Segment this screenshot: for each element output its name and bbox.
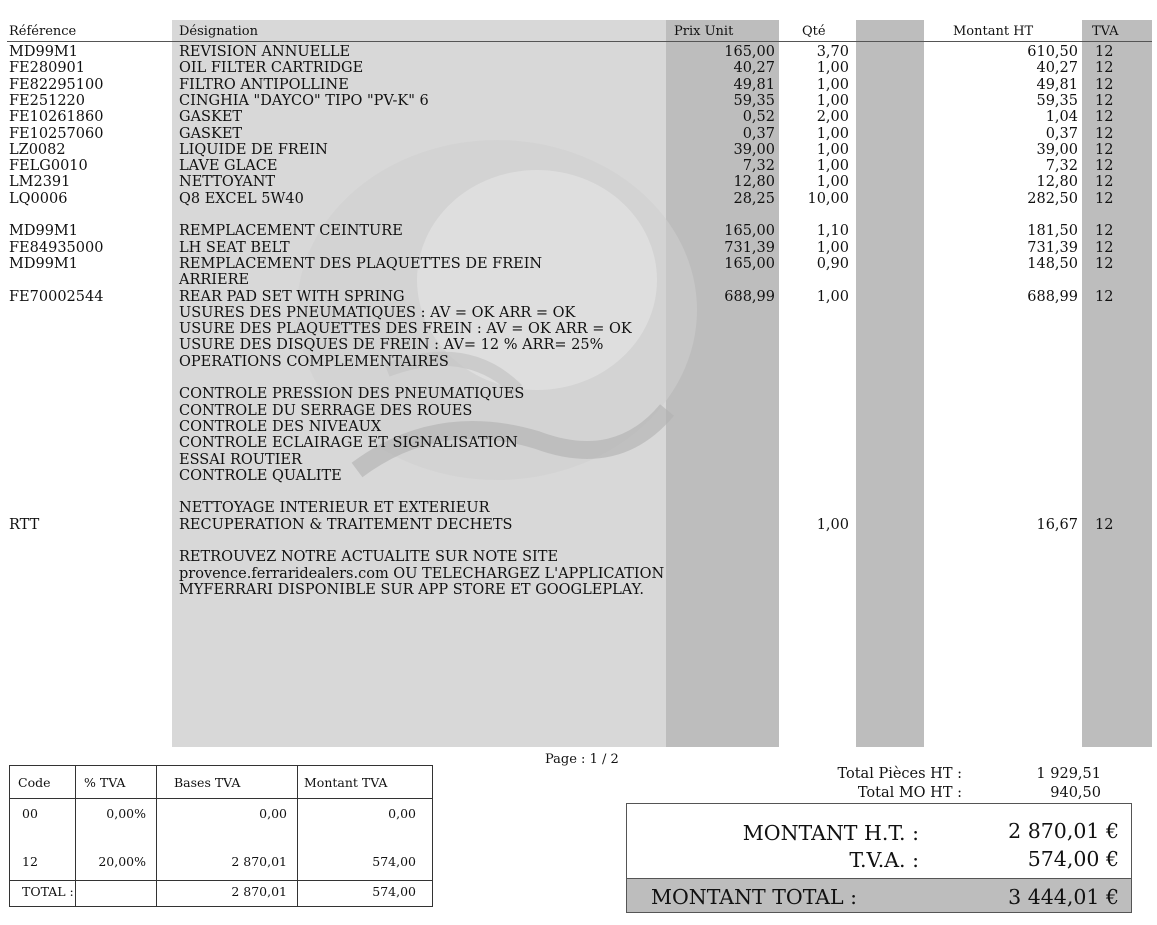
total-pieces-value: 1 929,51 [1036, 766, 1101, 782]
tva-montant: 0,00 [388, 806, 416, 821]
line-quantity: 10,00 [807, 190, 849, 207]
table-row [7, 370, 1152, 386]
table-row [7, 582, 1152, 598]
line-montant-ht: 16,67 [1036, 516, 1078, 533]
line-prix-unit: 165,00 [724, 255, 775, 272]
table-row [7, 77, 1152, 93]
line-designation: FILTRO ANTIPOLLINE [179, 76, 349, 93]
line-montant-ht: 0,37 [1045, 125, 1078, 142]
line-reference: FELG0010 [9, 158, 88, 175]
line-tva-code: 12 [1095, 174, 1114, 191]
tva-code: 12 [22, 854, 38, 869]
line-montant-ht: 1,04 [1045, 109, 1078, 126]
line-quantity: 0,90 [816, 255, 849, 272]
line-quantity: 1,00 [816, 158, 849, 175]
table-row [7, 289, 1152, 305]
line-designation: USURES DES PNEUMATIQUES : AV = OK ARR = OK [179, 304, 576, 321]
table-row [7, 240, 1152, 256]
line-montant-ht: 39,00 [1036, 141, 1078, 158]
tva-total-label: TOTAL : [22, 884, 74, 899]
line-reference: MD99M1 [9, 44, 78, 60]
line-quantity: 3,70 [816, 44, 849, 60]
tva-base: 0,00 [259, 806, 287, 821]
line-reference: FE82295100 [9, 76, 104, 93]
line-tva-code: 12 [1095, 255, 1114, 272]
table-row [7, 354, 1152, 370]
line-designation: LH SEAT BELT [179, 239, 290, 256]
table-row [7, 419, 1152, 435]
line-designation: REMPLACEMENT CEINTURE [179, 223, 403, 240]
total-mo-label: Total MO HT : [857, 785, 962, 801]
table-row [7, 549, 1152, 565]
table-row [7, 93, 1152, 109]
montant-total-value: 3 444,01 € [1008, 885, 1119, 909]
table-row [7, 484, 1152, 500]
tva-code: 00 [22, 806, 38, 821]
divider [156, 766, 157, 906]
line-quantity: 1,00 [816, 76, 849, 93]
line-montant-ht: 49,81 [1036, 76, 1078, 93]
header-tva: TVA [1092, 24, 1119, 39]
line-prix-unit: 40,27 [733, 60, 775, 77]
table-row [7, 533, 1152, 549]
line-designation: CONTROLE DES NIVEAUX [179, 418, 382, 435]
table-row [7, 256, 1152, 272]
table-row [7, 109, 1152, 125]
line-montant-ht: 7,32 [1045, 158, 1078, 175]
line-reference: MD99M1 [9, 255, 78, 272]
table-row [7, 158, 1152, 174]
divider [297, 766, 298, 906]
tva-total-base: 2 870,01 [231, 884, 287, 899]
line-prix-unit: 12,80 [733, 174, 775, 191]
tva-header-code: Code [18, 775, 51, 790]
line-quantity: 1,00 [816, 141, 849, 158]
table-row [7, 126, 1152, 142]
line-designation: USURE DES PLAQUETTES DES FREIN : AV = OK ARR = OK [179, 321, 632, 338]
line-designation: provence.ferraridealers.com OU TELECHARGEZ L'APPLICATION [179, 565, 665, 582]
line-tva-code: 12 [1095, 158, 1114, 175]
line-designation: NETTOYAGE INTERIEUR ET EXTERIEUR [179, 500, 490, 517]
line-reference: FE84935000 [9, 239, 104, 256]
header-reference: Référence [9, 24, 77, 39]
line-prix-unit: 39,00 [733, 141, 775, 158]
montant-total-label: MONTANT TOTAL : [651, 885, 858, 909]
line-montant-ht: 181,50 [1027, 223, 1078, 240]
line-designation: CONTROLE PRESSION DES PNEUMATIQUES [179, 386, 525, 403]
line-reference: RTT [9, 516, 40, 533]
table-header [7, 20, 1152, 42]
line-montant-ht: 731,39 [1027, 239, 1078, 256]
line-quantity: 1,00 [816, 288, 849, 305]
header-montant-ht: Montant HT [953, 24, 1034, 39]
line-designation: ARRIERE [179, 272, 250, 289]
line-montant-ht: 12,80 [1036, 174, 1078, 191]
montant-ht-value: 2 870,01 € [1008, 819, 1119, 843]
line-prix-unit: 28,25 [733, 190, 775, 207]
table-row [7, 468, 1152, 484]
tva-pct: 20,00% [98, 854, 146, 869]
table-row [7, 435, 1152, 451]
line-tva-code: 12 [1095, 125, 1114, 142]
total-mo-value: 940,50 [1050, 785, 1101, 801]
line-prix-unit: 49,81 [733, 76, 775, 93]
line-tva-code: 12 [1095, 190, 1114, 207]
divider [10, 798, 432, 799]
line-tva-code: 12 [1095, 223, 1114, 240]
table-row [7, 452, 1152, 468]
table-row [7, 223, 1152, 239]
line-designation: USURE DES DISQUES DE FREIN : AV= 12 % ARR= 25% [179, 337, 604, 354]
line-designation: OIL FILTER CARTRIDGE [179, 60, 364, 77]
line-reference: LQ0006 [9, 190, 68, 207]
line-designation: LAVE GLACE [179, 158, 278, 175]
table-row [7, 272, 1152, 288]
table-row [7, 191, 1152, 207]
line-tva-code: 12 [1095, 516, 1114, 533]
table-row [7, 386, 1152, 402]
line-reference: LM2391 [9, 174, 71, 191]
table-row [7, 500, 1152, 516]
table-row [7, 403, 1152, 419]
line-quantity: 1,00 [816, 92, 849, 109]
line-prix-unit: 688,99 [724, 288, 775, 305]
table-row [7, 174, 1152, 190]
montant-ht-label: MONTANT H.T. : [742, 821, 919, 845]
line-designation: LIQUIDE DE FREIN [179, 141, 328, 158]
line-quantity: 1,00 [816, 239, 849, 256]
line-tva-code: 12 [1095, 60, 1114, 77]
table-row [7, 337, 1152, 353]
table-row [7, 305, 1152, 321]
line-tva-code: 12 [1095, 76, 1114, 93]
table-row [7, 142, 1152, 158]
line-prix-unit: 0,37 [742, 125, 775, 142]
line-designation: CONTROLE DU SERRAGE DES ROUES [179, 402, 473, 419]
line-tva-code: 12 [1095, 44, 1114, 60]
line-designation: CINGHIA "DAYCO" TIPO "PV-K" 6 [179, 92, 429, 109]
tva-montant: 574,00 [372, 854, 416, 869]
table-row [7, 321, 1152, 337]
line-reference: FE10257060 [9, 125, 104, 142]
line-designation: RECUPERATION & TRAITEMENT DECHETS [179, 516, 513, 533]
line-designation: CONTROLE QUALITE [179, 467, 342, 484]
line-montant-ht: 40,27 [1036, 60, 1078, 77]
line-designation: CONTROLE ECLAIRAGE ET SIGNALISATION [179, 435, 518, 452]
line-prix-unit: 59,35 [733, 92, 775, 109]
tva-total-text-label: T.V.A. : [849, 848, 919, 872]
table-row [7, 44, 1152, 60]
line-reference: FE251220 [9, 92, 85, 109]
line-tva-code: 12 [1095, 141, 1114, 158]
line-designation: Q8 EXCEL 5W40 [179, 190, 304, 207]
table-row [7, 566, 1152, 582]
totals-box [626, 803, 1132, 913]
tva-summary-table [9, 765, 433, 907]
invoice-lines-table [7, 20, 1152, 747]
line-reference: FE280901 [9, 60, 85, 77]
line-quantity: 1,00 [816, 125, 849, 142]
line-designation: MYFERRARI DISPONIBLE SUR APP STORE ET GOOGLEPLAY. [179, 581, 644, 598]
line-quantity: 1,00 [816, 516, 849, 533]
line-reference: FE10261860 [9, 109, 104, 126]
line-prix-unit: 0,52 [742, 109, 775, 126]
line-tva-code: 12 [1095, 288, 1114, 305]
divider [10, 880, 432, 881]
tva-base: 2 870,01 [231, 854, 287, 869]
line-designation: OPERATIONS COMPLEMENTAIRES [179, 353, 449, 370]
line-designation: GASKET [179, 125, 243, 142]
divider [75, 766, 76, 906]
table-row [7, 207, 1152, 223]
line-tva-code: 12 [1095, 109, 1114, 126]
line-designation: REVISION ANNUELLE [179, 44, 351, 60]
table-row [7, 60, 1152, 76]
line-prix-unit: 731,39 [724, 239, 775, 256]
header-prix-unit: Prix Unit [674, 24, 734, 39]
line-reference: FE70002544 [9, 288, 104, 305]
line-tva-code: 12 [1095, 92, 1114, 109]
line-designation: REMPLACEMENT DES PLAQUETTES DE FREIN [179, 255, 543, 272]
line-tva-code: 12 [1095, 239, 1114, 256]
line-prix-unit: 165,00 [724, 223, 775, 240]
header-qte: Qté [802, 24, 826, 39]
line-designation: NETTOYANT [179, 174, 276, 191]
line-quantity: 1,00 [816, 60, 849, 77]
line-quantity: 1,10 [816, 223, 849, 240]
line-montant-ht: 610,50 [1027, 44, 1078, 60]
line-reference: LZ0082 [9, 141, 66, 158]
line-montant-ht: 688,99 [1027, 288, 1078, 305]
line-prix-unit: 165,00 [724, 44, 775, 60]
tva-header-pct: % TVA [84, 775, 126, 790]
line-designation: RETROUVEZ NOTRE ACTUALITE SUR NOTE SITE [179, 549, 559, 566]
line-designation: GASKET [179, 109, 243, 126]
line-designation: REAR PAD SET WITH SPRING [179, 288, 405, 305]
line-montant-ht: 282,50 [1027, 190, 1078, 207]
line-prix-unit: 7,32 [742, 158, 775, 175]
line-reference: MD99M1 [9, 223, 78, 240]
tva-header-montant: Montant TVA [304, 775, 388, 790]
table-row [7, 517, 1152, 533]
line-quantity: 2,00 [816, 109, 849, 126]
tva-header-base: Bases TVA [174, 775, 241, 790]
line-montant-ht: 148,50 [1027, 255, 1078, 272]
tva-total-montant: 574,00 [372, 884, 416, 899]
tva-total-text-value: 574,00 € [1027, 847, 1119, 871]
line-quantity: 1,00 [816, 174, 849, 191]
total-pieces-label: Total Pièces HT : [837, 766, 962, 782]
header-designation: Désignation [179, 24, 258, 39]
tva-pct: 0,00% [106, 806, 146, 821]
line-montant-ht: 59,35 [1036, 92, 1078, 109]
page-number: Page : 1 / 2 [545, 752, 619, 767]
line-designation: ESSAI ROUTIER [179, 451, 302, 468]
